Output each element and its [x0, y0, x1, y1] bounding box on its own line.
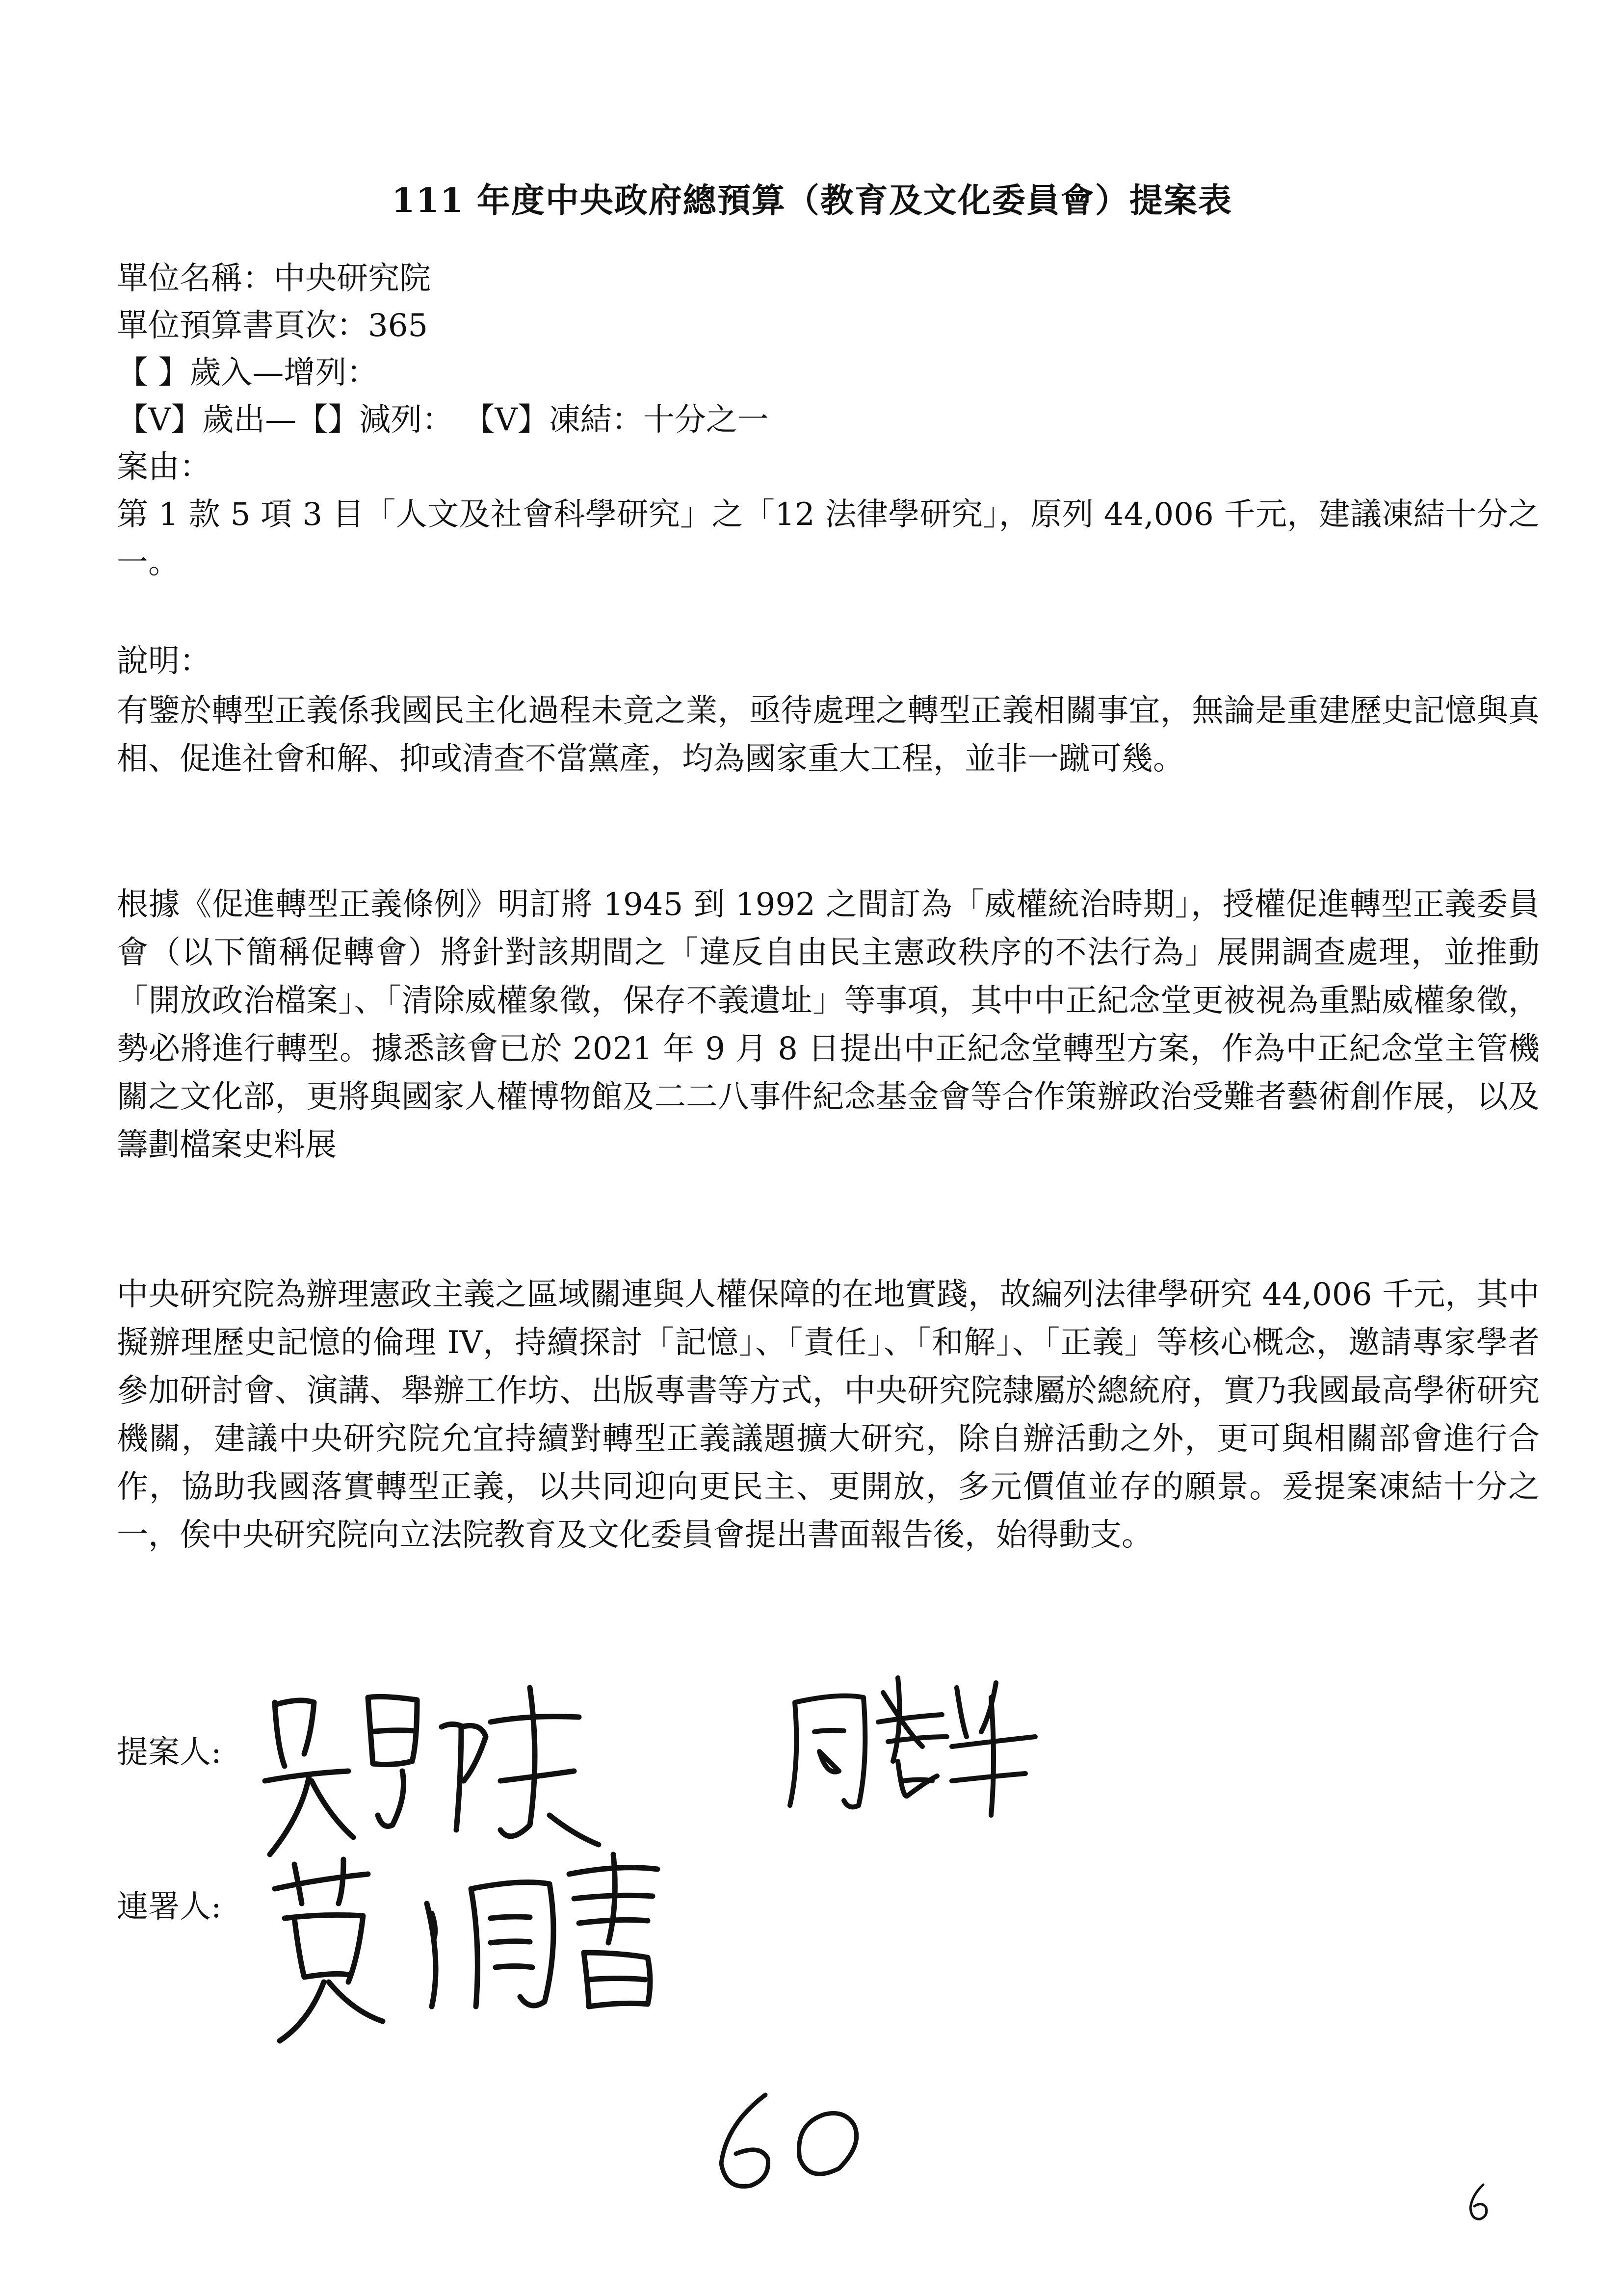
expenditure-line: 【V】歲出—【】減列： 【V】凍結：十分之一	[117, 402, 769, 438]
case-text: 第 1 款 5 項 3 目「人文及社會科學研究」之「12 法律學研究」，原列 44,006 千元，建議凍結十分之一。	[117, 496, 1540, 581]
proposer-signature-1	[255, 1668, 628, 1874]
proposer-label: 提案人:	[117, 1734, 222, 1771]
revenue-line: 【 】歲入—增列：	[117, 355, 378, 391]
budget-page: 單位預算書頁次：365	[117, 308, 428, 344]
explanation-paragraph-2: 根據《促進轉型正義條例》明訂將 1945 到 1992 之間訂為「威權統治時期」，授權促進轉型正義委員會（以下簡稱促轉會）將針對該期間之「違反自由民主憲政秩序的不法行為」展開調查處理，並推動「開放政治檔案」、「清除威權象徵，保存不義遺址」等事項，其中中正紀念堂更被視為重點威權象徵，勢必將進行轉型。據悉該會已於 2021 年 9 月 8 日提出中正紀念堂轉型方案，作為中正紀念堂主管機關之文化部，更將與國家人權博物館及二二八事件紀念基金會等合作策辦政治受難者藝術創作展，以及籌劃檔案史料展	[117, 887, 1540, 1163]
page-number	[1465, 2181, 1494, 2225]
explanation-label: 說明：	[117, 643, 211, 679]
explanation-paragraph-1: 有鑒於轉型正義係我國民主化過程未竟之業，亟待處理之轉型正義相關事宜，無論是重建歷史記憶與真相、促進社會和解、抑或清查不當黨產，均為國家重大工程，並非一蹴可幾。	[117, 693, 1540, 777]
cosigner-label: 連署人:	[117, 1889, 222, 1925]
explanation-paragraph-3: 中央研究院為辦理憲政主義之區域關連與人權保障的在地實踐，故編列法律學研究 44,006 千元，其中擬辦理歷史記憶的倫理 IV，持續探討「記憶」、「責任」、「和解」、「正義」等核心概念，邀請專家學者參加研討會、演講、舉辦工作坊、出版專書等方式，中央研究院隸屬於總統府，實乃我國最高學術研究機關，建議中央研究院允宜持續對轉型正義議題擴大研究，除自辦活動之外，更可與相關部會進行合作，協助我國落實轉型正義，以共同迎向更民主、更開放，多元價值並存的願景。爰提案凍結十分之一，俟中央研究院向立法院教育及文化委員會提出書面報告後，始得動支。	[117, 1277, 1540, 1553]
cosigner-signature	[265, 1845, 687, 2051]
handwritten-number	[707, 2085, 883, 2198]
document-title: 111 年度中央政府總預算（教育及文化委員會）提案表	[392, 181, 1232, 220]
proposer-signature-2	[780, 1663, 1045, 1825]
unit-name: 單位名稱：中央研究院	[117, 261, 431, 297]
case-label: 案由：	[117, 449, 211, 485]
